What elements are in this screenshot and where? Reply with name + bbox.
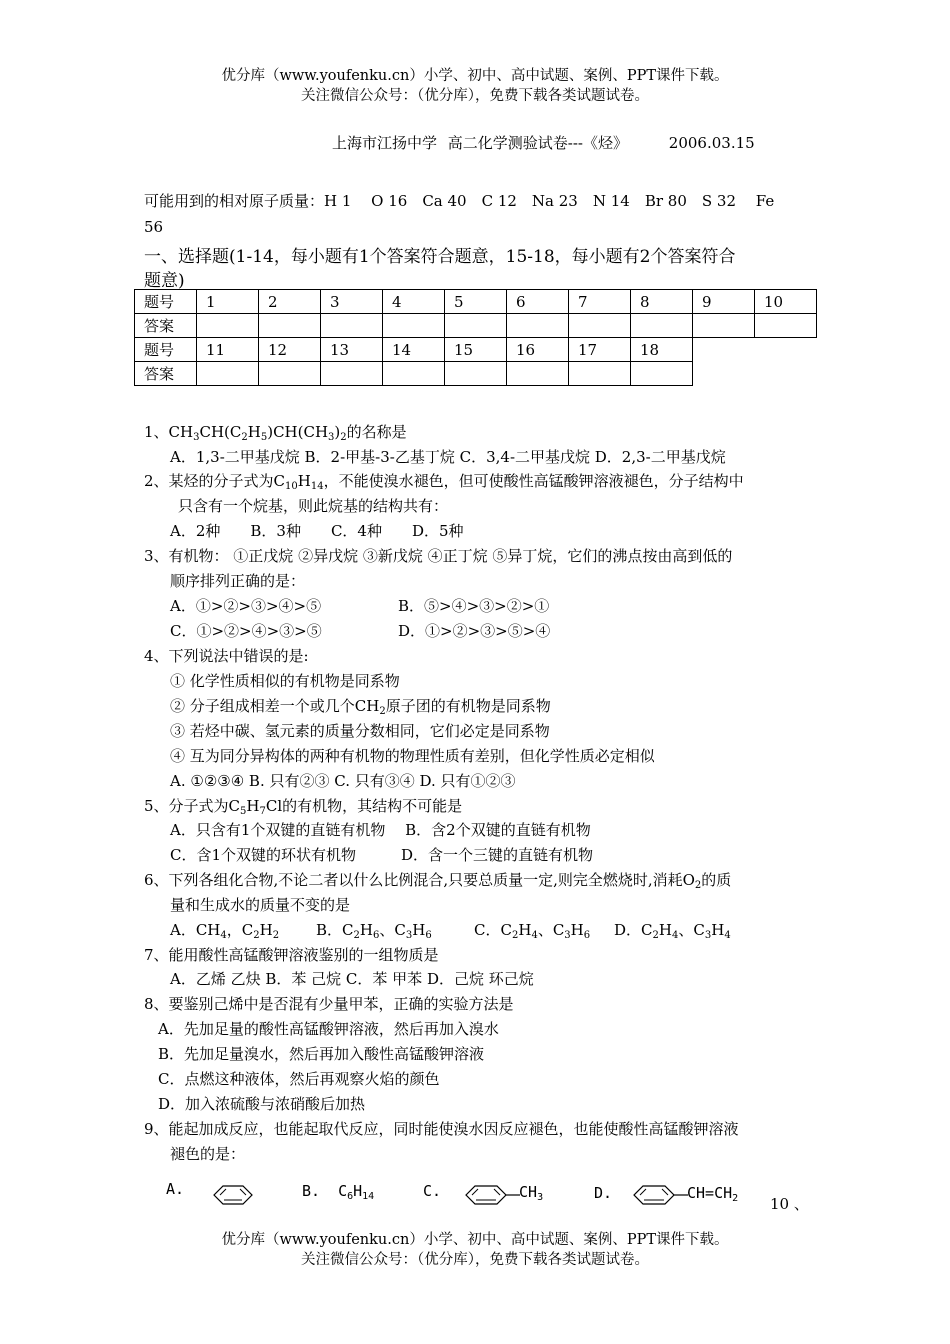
- atomic-mass-line-2: 56: [144, 218, 164, 236]
- table-cell: 18: [631, 338, 693, 362]
- table-cell: 14: [383, 338, 445, 362]
- answer-cell[interactable]: [693, 314, 755, 338]
- question-9-stem-line-2: 褪色的是：: [170, 1145, 246, 1163]
- table-cell: 1: [197, 290, 259, 314]
- styrene-vinyl-group: $CH=CH_2$: [687, 1184, 739, 1204]
- table-row: [135, 290, 817, 314]
- answer-cell[interactable]: [507, 362, 569, 386]
- toluene-methyl-group: $CH_3$: [519, 1183, 544, 1203]
- answer-cell[interactable]: [631, 362, 693, 386]
- question-5-options-ab: A．只含有1个双键的直链有机物 B．含2个双键的直链有机物: [170, 821, 591, 839]
- header-line-2: 关注微信公众号：（优分库），免费下载各类试题试卷。: [301, 88, 649, 104]
- table-cell: 8: [631, 290, 693, 314]
- table-cell: 2: [259, 290, 321, 314]
- answer-cell[interactable]: [197, 314, 259, 338]
- table-cell: 13: [321, 338, 383, 362]
- table-cell: 11: [197, 338, 259, 362]
- table-header-cell: 答案: [135, 362, 197, 386]
- answer-cell[interactable]: [445, 362, 507, 386]
- question-9-option-b: B. $C_6H_{14}$: [302, 1182, 375, 1202]
- question-3-stem-line-2: 顺序排列正确的是：: [170, 572, 306, 590]
- table-header-cell: 题号: [135, 338, 197, 362]
- table-cell: 15: [445, 338, 507, 362]
- next-question-number: 10 、: [770, 1195, 809, 1213]
- question-8-stem: 8、要鉴别己烯中是否混有少量甲苯，正确的实验方法是: [144, 995, 514, 1013]
- question-3-option-a: A．①>②>③>④>⑤: [170, 597, 322, 615]
- table-cell: 5: [445, 290, 507, 314]
- section-title-line-1: 一、选择题(1-14，每小题有1个答案符合题意，15-18，每小题有2个答案符合: [144, 247, 736, 267]
- question-6-stem: 6、下列各组化合物,不论二者以什么比例混合,只要总质量一定,则完全燃烧时,消耗$O_2$的质: [144, 871, 732, 891]
- table-cell: 4: [383, 290, 445, 314]
- question-4-statement-2: ② 分子组成相差一个或几个$CH_2$原子团的有机物是同系物: [170, 697, 551, 717]
- exam-date: 2006.03.15: [668, 134, 755, 152]
- question-2-options: A．2种 B．3种 C．4种 D．5种: [170, 522, 464, 540]
- question-3-stem: 3、有机物： ①正戊烷 ②异戊烷 ③新戊烷 ④正丁烷 ⑤异丁烷，它们的沸点按由高到低的: [144, 547, 733, 565]
- question-7-stem: 7、能用酸性高锰酸钾溶液鉴别的一组物质是: [144, 946, 439, 964]
- question-4-statement-1: ① 化学性质相似的有机物是同系物: [170, 672, 400, 690]
- header-line-1: 优分库（www.youfenku.cn）小学、初中、高中试题、案例、PPT课件下载。: [221, 68, 729, 84]
- question-9-option-d-label: D.: [594, 1184, 613, 1202]
- table-cell: 9: [693, 290, 755, 314]
- question-4-statement-3: ③ 若烃中碳、氢元素的质量分数相同，它们必定是同系物: [170, 722, 550, 740]
- answer-cell[interactable]: [445, 314, 507, 338]
- question-6-stem-line-2: 量和生成水的质量不变的是: [170, 896, 351, 914]
- question-6-option-c: C．$C_2H_4$、$C_3H_6$: [474, 921, 591, 941]
- table-cell: 6: [507, 290, 569, 314]
- question-5-options-cd: C．含1个双键的环状有机物 D．含一个三键的直链有机物: [170, 846, 594, 864]
- footer-line-2: 关注微信公众号：（优分库），免费下载各类试题试卷。: [301, 1252, 649, 1268]
- question-1-options: A．1,3-二甲基戊烷 B．2-甲基-3-乙基丁烷 C．3,4-二甲基戊烷 D．2,3-二甲基戊烷: [170, 448, 726, 466]
- question-4-stem: 4、下列说法中错误的是:: [144, 647, 309, 665]
- answer-cell[interactable]: [631, 314, 693, 338]
- question-1-stem: 1、$CH_3CH(C_2H_5)CH(CH_3)_2$的名称是: [144, 423, 407, 443]
- section-title-line-2: 题意): [144, 271, 185, 291]
- table-row: [135, 314, 817, 338]
- question-2-stem: 2、某烃的分子式为$C_{10}H_{14}$，不能使溴水褪色，但可使酸性高锰酸钾溶液褪色，分子结构中: [144, 472, 744, 492]
- question-8-option-c: C．点燃这种液体，然后再观察火焰的颜色: [158, 1070, 440, 1088]
- answer-cell[interactable]: [321, 314, 383, 338]
- question-4-options: A. ①②③④ B. 只有②③ C. 只有③④ D. 只有①②③: [170, 772, 516, 790]
- exam-name: 高二化学测验试卷---《烃》: [447, 134, 629, 152]
- question-8-option-b: B．先加足量溴水，然后再加入酸性高锰酸钾溶液: [158, 1045, 485, 1063]
- table-row: [135, 338, 817, 362]
- table-cell: 16: [507, 338, 569, 362]
- footer-line-1: 优分库（www.youfenku.cn）小学、初中、高中试题、案例、PPT课件下载。: [221, 1232, 729, 1248]
- question-5-stem: 5、分子式为$C_5H_7Cl$的有机物，其结构不可能是: [144, 797, 463, 817]
- school-name: 上海市江扬中学: [332, 134, 438, 152]
- atomic-mass-line-1: 可能用到的相对原子质量：H 1 O 16 Ca 40 C 12 Na 23 N 14 Br 80 S 32 Fe: [144, 192, 775, 210]
- question-3-option-c: C．①>②>④>③>⑤: [170, 622, 322, 640]
- question-3-option-b: B．⑤>④>③>②>①: [398, 597, 550, 615]
- table-cell: 12: [259, 338, 321, 362]
- question-3-option-d: D．①>②>③>⑤>④: [398, 622, 551, 640]
- benzene-ring-structure: [210, 1178, 256, 1212]
- question-9-option-c-label: C.: [423, 1182, 442, 1200]
- question-8-option-d: D．加入浓硫酸与浓硝酸后加热: [158, 1095, 366, 1113]
- question-7-options: A．乙烯 乙炔 B．苯 己烷 C．苯 甲苯 D．己烷 环己烷: [170, 970, 534, 988]
- table-cell: 10: [755, 290, 817, 314]
- answer-cell[interactable]: [383, 362, 445, 386]
- answer-table: [134, 289, 817, 386]
- answer-cell[interactable]: [569, 314, 631, 338]
- table-cell: 17: [569, 338, 631, 362]
- question-8-option-a: A．先加足量的酸性高锰酸钾溶液，然后再加入溴水: [158, 1020, 499, 1038]
- question-6-option-d: D．$C_2H_4$、$C_3H_4$: [614, 921, 731, 941]
- question-6-option-a: A．$CH_4$，$C_2H_2$: [170, 921, 280, 941]
- answer-cell[interactable]: [383, 314, 445, 338]
- question-9-option-a-label: A.: [166, 1180, 185, 1198]
- question-9-stem: 9、能起加成反应，也能起取代反应，同时能使溴水因反应褪色，也能使酸性高锰酸钾溶液: [144, 1120, 739, 1138]
- question-2-stem-line-2: 只含有一个烷基，则此烷基的结构共有：: [178, 497, 449, 515]
- answer-cell[interactable]: [321, 362, 383, 386]
- answer-cell[interactable]: [569, 362, 631, 386]
- answer-cell[interactable]: [259, 314, 321, 338]
- answer-cell[interactable]: [755, 314, 817, 338]
- question-6-option-b: B．$C_2H_6$、$C_3H_6$: [316, 921, 432, 941]
- exam-title: [332, 132, 755, 153]
- answer-cell[interactable]: [507, 314, 569, 338]
- answer-cell[interactable]: [197, 362, 259, 386]
- table-cell: 7: [569, 290, 631, 314]
- toluene-structure: [462, 1178, 520, 1212]
- table-header-cell: 题号: [135, 290, 197, 314]
- styrene-structure: [630, 1178, 688, 1212]
- table-row: [135, 362, 817, 386]
- answer-cell[interactable]: [259, 362, 321, 386]
- table-cell: 3: [321, 290, 383, 314]
- table-header-cell: 答案: [135, 314, 197, 338]
- question-4-statement-4: ④ 互为同分异构体的两种有机物的物理性质有差别，但化学性质必定相似: [170, 747, 655, 765]
